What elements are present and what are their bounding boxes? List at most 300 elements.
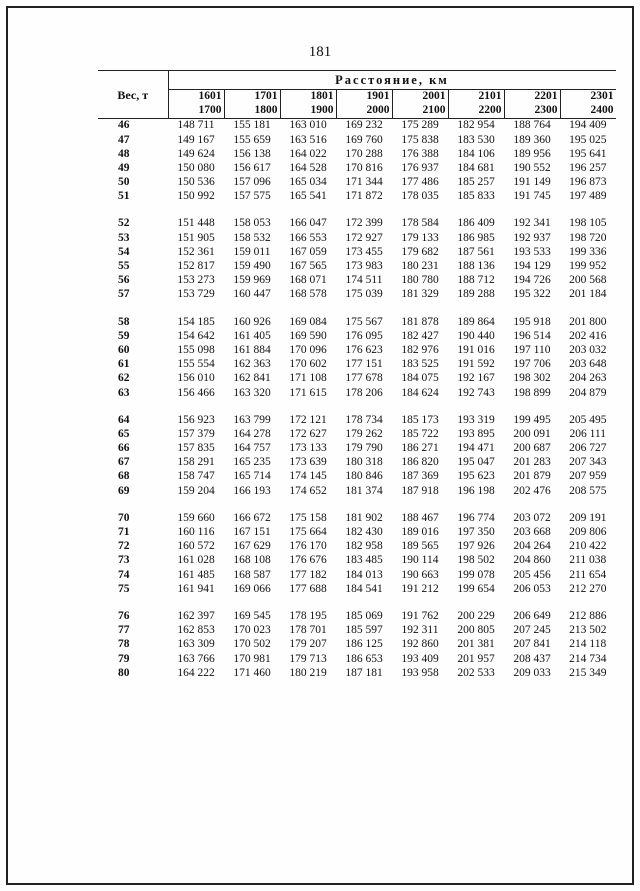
value-cell: 188 712 <box>457 274 495 287</box>
range-to: 2300 <box>534 103 558 116</box>
value-cell: 169 066 <box>233 582 271 595</box>
value-cell: 193 409 <box>401 652 439 665</box>
value-cell: 177 182 <box>289 568 327 581</box>
value-cell: 203 648 <box>569 358 607 371</box>
value-cell: 191 762 <box>401 609 439 622</box>
value-cell: 189 360 <box>513 133 551 146</box>
value-cell: 187 369 <box>401 470 439 483</box>
value-cell: 166 553 <box>289 231 327 244</box>
value-cell: 197 926 <box>457 540 495 553</box>
value-cell: 183 485 <box>345 554 383 567</box>
weight-cell: 75 <box>118 582 130 595</box>
value-cell: 189 956 <box>513 147 551 160</box>
value-cell: 168 578 <box>289 288 327 301</box>
value-cell: 191 149 <box>513 176 551 189</box>
weight-column-header: Вес, т <box>98 71 168 119</box>
value-cell: 196 774 <box>457 511 495 524</box>
range-to: 1700 <box>198 103 222 116</box>
range-header-cell <box>560 90 616 119</box>
value-cell: 202 476 <box>513 484 551 497</box>
value-cell: 175 039 <box>345 288 383 301</box>
range-from: 1601 <box>198 90 222 102</box>
value-cell: 197 489 <box>569 190 607 203</box>
value-cell: 171 615 <box>289 386 327 399</box>
value-cell: 152 817 <box>177 260 215 273</box>
value-cell: 189 288 <box>457 288 495 301</box>
value-cell: 163 799 <box>233 413 271 426</box>
table-row <box>98 119 616 134</box>
value-cell: 171 344 <box>345 176 383 189</box>
value-cell: 160 447 <box>233 288 271 301</box>
table-row <box>98 413 616 427</box>
value-cell: 155 098 <box>177 343 215 356</box>
value-cell: 179 262 <box>345 427 383 440</box>
group-spacer <box>98 499 616 512</box>
value-cell: 168 071 <box>289 274 327 287</box>
value-cell: 175 664 <box>289 526 327 539</box>
range-to: 1900 <box>310 103 334 116</box>
value-cell: 179 790 <box>345 442 383 455</box>
table-row <box>98 329 616 343</box>
value-cell: 191 212 <box>401 582 439 595</box>
value-cell: 191 592 <box>457 358 495 371</box>
table-row <box>98 470 616 484</box>
value-cell: 191 745 <box>513 190 551 203</box>
weight-cell: 71 <box>118 526 130 539</box>
value-cell: 192 167 <box>457 372 495 385</box>
value-cell: 201 381 <box>457 638 495 651</box>
value-cell: 149 167 <box>177 133 215 146</box>
value-cell: 203 032 <box>569 343 607 356</box>
value-cell: 178 701 <box>289 624 327 637</box>
value-cell: 164 022 <box>289 147 327 160</box>
weight-cell: 46 <box>118 119 130 132</box>
value-cell: 179 207 <box>289 638 327 651</box>
value-cell: 189 016 <box>401 526 439 539</box>
value-cell: 189 565 <box>401 540 439 553</box>
value-cell: 199 495 <box>513 413 551 426</box>
group-spacer <box>98 204 616 217</box>
value-cell: 174 145 <box>289 470 327 483</box>
value-cell: 201 283 <box>513 456 551 469</box>
value-cell: 161 405 <box>233 329 271 342</box>
value-cell: 162 853 <box>177 624 215 637</box>
value-cell: 163 320 <box>233 386 271 399</box>
value-cell: 204 264 <box>513 540 551 553</box>
value-cell: 175 838 <box>401 133 439 146</box>
weight-cell: 47 <box>118 133 130 146</box>
range-to: 2100 <box>422 103 446 116</box>
table-row <box>98 484 616 498</box>
value-cell: 206 727 <box>569 442 607 455</box>
weight-cell: 48 <box>118 147 130 160</box>
value-cell: 211 654 <box>569 568 607 581</box>
value-cell: 158 532 <box>233 231 271 244</box>
value-cell: 181 374 <box>345 484 383 497</box>
value-cell: 186 409 <box>457 217 495 230</box>
weight-cell: 56 <box>118 274 130 287</box>
value-cell: 159 490 <box>233 260 271 273</box>
value-cell: 175 567 <box>345 315 383 328</box>
value-cell: 172 627 <box>289 427 327 440</box>
value-cell: 180 780 <box>401 274 439 287</box>
value-cell: 208 575 <box>569 484 607 497</box>
value-cell: 150 536 <box>177 176 215 189</box>
value-cell: 194 726 <box>513 274 551 287</box>
value-cell: 176 937 <box>401 161 439 174</box>
value-cell: 173 639 <box>289 456 327 469</box>
value-cell: 160 926 <box>233 315 271 328</box>
value-cell: 163 010 <box>289 119 327 132</box>
value-cell: 162 363 <box>233 358 271 371</box>
value-cell: 206 053 <box>513 582 551 595</box>
value-cell: 148 711 <box>177 119 215 132</box>
table-row <box>98 246 616 260</box>
value-cell: 183 525 <box>401 358 439 371</box>
table-row <box>98 638 616 652</box>
value-cell: 168 108 <box>233 554 271 567</box>
weight-cell: 65 <box>118 427 130 440</box>
value-cell: 193 895 <box>457 427 495 440</box>
value-cell: 183 530 <box>457 133 495 146</box>
value-cell: 155 181 <box>233 119 271 132</box>
weight-cell: 74 <box>118 568 130 581</box>
value-cell: 196 873 <box>569 176 607 189</box>
value-cell: 185 833 <box>457 190 495 203</box>
value-cell: 158 291 <box>177 456 215 469</box>
value-cell: 151 905 <box>177 231 215 244</box>
value-cell: 169 232 <box>345 119 383 132</box>
value-cell: 150 080 <box>177 161 215 174</box>
value-cell: 174 652 <box>289 484 327 497</box>
weight-cell: 53 <box>118 231 130 244</box>
value-cell: 170 981 <box>233 652 271 665</box>
weight-cell: 58 <box>118 315 130 328</box>
value-cell: 157 379 <box>177 427 215 440</box>
value-cell: 201 879 <box>513 470 551 483</box>
weight-cell: 77 <box>118 624 130 637</box>
value-cell: 215 349 <box>569 666 607 679</box>
value-cell: 149 624 <box>177 147 215 160</box>
weight-cell: 52 <box>118 217 130 230</box>
value-cell: 210 422 <box>569 540 607 553</box>
table-row <box>98 147 616 161</box>
value-cell: 202 416 <box>569 329 607 342</box>
value-cell: 150 992 <box>177 190 215 203</box>
value-cell: 156 923 <box>177 413 215 426</box>
tariff-table <box>98 70 616 681</box>
value-cell: 162 397 <box>177 609 215 622</box>
value-cell: 197 350 <box>457 526 495 539</box>
value-cell: 169 760 <box>345 133 383 146</box>
value-cell: 199 336 <box>569 245 607 258</box>
value-cell: 169 084 <box>289 315 327 328</box>
value-cell: 165 235 <box>233 456 271 469</box>
value-cell: 194 409 <box>569 119 607 132</box>
value-cell: 164 528 <box>289 161 327 174</box>
value-cell: 161 941 <box>177 582 215 595</box>
value-cell: 190 663 <box>401 568 439 581</box>
value-cell: 185 069 <box>345 609 383 622</box>
value-cell: 187 918 <box>401 484 439 497</box>
value-cell: 199 078 <box>457 568 495 581</box>
value-cell: 161 884 <box>233 343 271 356</box>
value-cell: 171 460 <box>233 666 271 679</box>
value-cell: 161 485 <box>177 568 215 581</box>
value-cell: 182 427 <box>401 329 439 342</box>
weight-cell: 80 <box>118 666 130 679</box>
value-cell: 189 864 <box>457 315 495 328</box>
value-cell: 181 878 <box>401 315 439 328</box>
value-cell: 178 035 <box>401 190 439 203</box>
value-cell: 207 959 <box>569 470 607 483</box>
value-cell: 186 271 <box>401 442 439 455</box>
value-cell: 173 455 <box>345 245 383 258</box>
value-cell: 213 502 <box>569 624 607 637</box>
value-cell: 204 879 <box>569 386 607 399</box>
table-row <box>98 428 616 442</box>
value-cell: 182 958 <box>345 540 383 553</box>
table-row <box>98 512 616 526</box>
value-cell: 170 288 <box>345 147 383 160</box>
value-cell: 160 116 <box>177 526 215 539</box>
group-spacer <box>98 597 616 610</box>
value-cell: 172 121 <box>289 413 327 426</box>
value-cell: 176 170 <box>289 540 327 553</box>
value-cell: 166 672 <box>233 511 271 524</box>
value-cell: 191 016 <box>457 343 495 356</box>
value-cell: 162 841 <box>233 372 271 385</box>
table-row <box>98 554 616 568</box>
value-cell: 212 886 <box>569 609 607 622</box>
value-cell: 181 329 <box>401 288 439 301</box>
value-cell: 198 105 <box>569 217 607 230</box>
range-to: 2200 <box>478 103 502 116</box>
value-cell: 211 038 <box>569 554 607 567</box>
table-row <box>98 231 616 245</box>
value-cell: 152 361 <box>177 245 215 258</box>
value-cell: 193 958 <box>401 666 439 679</box>
value-cell: 153 729 <box>177 288 215 301</box>
value-cell: 184 624 <box>401 386 439 399</box>
table-row <box>98 624 616 638</box>
range-header-cell <box>168 90 224 119</box>
range-to: 2400 <box>590 103 614 116</box>
value-cell: 157 096 <box>233 176 271 189</box>
value-cell: 177 486 <box>401 176 439 189</box>
value-cell: 164 222 <box>177 666 215 679</box>
value-cell: 188 136 <box>457 260 495 273</box>
weight-cell: 67 <box>118 456 130 469</box>
value-cell: 182 954 <box>457 119 495 132</box>
value-cell: 195 918 <box>513 315 551 328</box>
value-cell: 165 714 <box>233 470 271 483</box>
value-cell: 158 053 <box>233 217 271 230</box>
value-cell: 185 173 <box>401 413 439 426</box>
value-cell: 202 533 <box>457 666 495 679</box>
table-row <box>98 274 616 288</box>
weight-cell: 57 <box>118 288 130 301</box>
value-cell: 214 118 <box>569 638 607 651</box>
value-cell: 207 343 <box>569 456 607 469</box>
value-cell: 153 273 <box>177 274 215 287</box>
value-cell: 195 322 <box>513 288 551 301</box>
range-header-cell <box>224 90 280 119</box>
weight-cell: 61 <box>118 358 130 371</box>
value-cell: 212 270 <box>569 582 607 595</box>
range-header-cell <box>448 90 504 119</box>
value-cell: 169 590 <box>289 329 327 342</box>
range-header-cell <box>280 90 336 119</box>
value-cell: 195 623 <box>457 470 495 483</box>
table-body <box>98 119 616 681</box>
value-cell: 164 757 <box>233 442 271 455</box>
weight-cell: 60 <box>118 343 130 356</box>
range-from: 2301 <box>590 90 614 102</box>
value-cell: 170 816 <box>345 161 383 174</box>
value-cell: 185 597 <box>345 624 383 637</box>
value-cell: 180 846 <box>345 470 383 483</box>
value-cell: 177 151 <box>345 358 383 371</box>
table-row <box>98 260 616 274</box>
value-cell: 167 629 <box>233 540 271 553</box>
value-cell: 203 668 <box>513 526 551 539</box>
value-cell: 196 198 <box>457 484 495 497</box>
value-cell: 163 766 <box>177 652 215 665</box>
value-cell: 209 033 <box>513 666 551 679</box>
value-cell: 178 734 <box>345 413 383 426</box>
value-cell: 165 034 <box>289 176 327 189</box>
weight-cell: 50 <box>118 176 130 189</box>
table-row <box>98 288 616 302</box>
value-cell: 192 743 <box>457 386 495 399</box>
value-cell: 194 471 <box>457 442 495 455</box>
value-cell: 156 617 <box>233 161 271 174</box>
value-cell: 161 028 <box>177 554 215 567</box>
table-row <box>98 610 616 624</box>
weight-cell: 72 <box>118 540 130 553</box>
value-cell: 207 245 <box>513 624 551 637</box>
value-cell: 204 860 <box>513 554 551 567</box>
range-to: 2000 <box>366 103 390 116</box>
value-cell: 167 565 <box>289 260 327 273</box>
value-cell: 199 654 <box>457 582 495 595</box>
value-cell: 201 957 <box>457 652 495 665</box>
value-cell: 170 023 <box>233 624 271 637</box>
weight-cell: 79 <box>118 652 130 665</box>
value-cell: 179 713 <box>289 652 327 665</box>
value-cell: 184 681 <box>457 161 495 174</box>
value-cell: 170 602 <box>289 358 327 371</box>
weight-cell: 49 <box>118 161 130 174</box>
value-cell: 177 688 <box>289 582 327 595</box>
weight-cell: 59 <box>118 329 130 342</box>
value-cell: 166 047 <box>289 217 327 230</box>
table-row <box>98 442 616 456</box>
table-row <box>98 217 616 231</box>
value-cell: 197 110 <box>513 343 551 356</box>
value-cell: 151 448 <box>177 217 215 230</box>
range-header-cell <box>336 90 392 119</box>
value-cell: 201 184 <box>569 288 607 301</box>
value-cell: 159 969 <box>233 274 271 287</box>
value-cell: 194 129 <box>513 260 551 273</box>
table-row <box>98 386 616 400</box>
value-cell: 186 820 <box>401 456 439 469</box>
range-header-cell <box>504 90 560 119</box>
value-cell: 155 554 <box>177 358 215 371</box>
value-cell: 173 983 <box>345 260 383 273</box>
value-cell: 198 502 <box>457 554 495 567</box>
value-cell: 185 257 <box>457 176 495 189</box>
value-cell: 195 047 <box>457 456 495 469</box>
table-row <box>98 358 616 372</box>
table-row <box>98 190 616 204</box>
value-cell: 201 800 <box>569 315 607 328</box>
value-cell: 195 641 <box>569 147 607 160</box>
value-cell: 178 584 <box>401 217 439 230</box>
page-number: 181 <box>308 44 332 60</box>
value-cell: 180 219 <box>289 666 327 679</box>
value-cell: 174 511 <box>345 274 383 287</box>
value-cell: 176 388 <box>401 147 439 160</box>
value-cell: 166 193 <box>233 484 271 497</box>
value-cell: 190 114 <box>401 554 439 567</box>
value-cell: 163 309 <box>177 638 215 651</box>
range-from: 2201 <box>534 90 558 102</box>
table-row <box>98 176 616 190</box>
value-cell: 206 649 <box>513 609 551 622</box>
table-row <box>98 666 616 680</box>
value-cell: 188 467 <box>401 511 439 524</box>
range-from: 2101 <box>478 90 502 102</box>
range-to: 1800 <box>254 103 278 116</box>
value-cell: 172 399 <box>345 217 383 230</box>
value-cell: 179 682 <box>401 245 439 258</box>
range-from: 1801 <box>310 90 334 102</box>
value-cell: 156 466 <box>177 386 215 399</box>
value-cell: 196 514 <box>513 329 551 342</box>
value-cell: 171 108 <box>289 372 327 385</box>
value-cell: 178 195 <box>289 609 327 622</box>
weight-cell: 69 <box>118 484 130 497</box>
value-cell: 168 587 <box>233 568 271 581</box>
value-cell: 200 091 <box>513 427 551 440</box>
weight-cell: 63 <box>118 386 130 399</box>
value-cell: 157 575 <box>233 190 271 203</box>
value-cell: 188 764 <box>513 119 551 132</box>
value-cell: 195 025 <box>569 133 607 146</box>
value-cell: 200 229 <box>457 609 495 622</box>
weight-cell: 64 <box>118 413 130 426</box>
value-cell: 198 302 <box>513 372 551 385</box>
value-cell: 192 341 <box>513 217 551 230</box>
value-cell: 163 516 <box>289 133 327 146</box>
value-cell: 155 659 <box>233 133 271 146</box>
value-cell: 209 806 <box>569 526 607 539</box>
value-cell: 172 927 <box>345 231 383 244</box>
table-row <box>98 568 616 582</box>
value-cell: 159 204 <box>177 484 215 497</box>
value-cell: 190 552 <box>513 161 551 174</box>
value-cell: 173 133 <box>289 442 327 455</box>
weight-cell: 54 <box>118 245 130 258</box>
value-cell: 200 568 <box>569 274 607 287</box>
table-row <box>98 315 616 329</box>
weight-cell: 78 <box>118 638 130 651</box>
value-cell: 182 976 <box>401 343 439 356</box>
value-cell: 156 010 <box>177 372 215 385</box>
